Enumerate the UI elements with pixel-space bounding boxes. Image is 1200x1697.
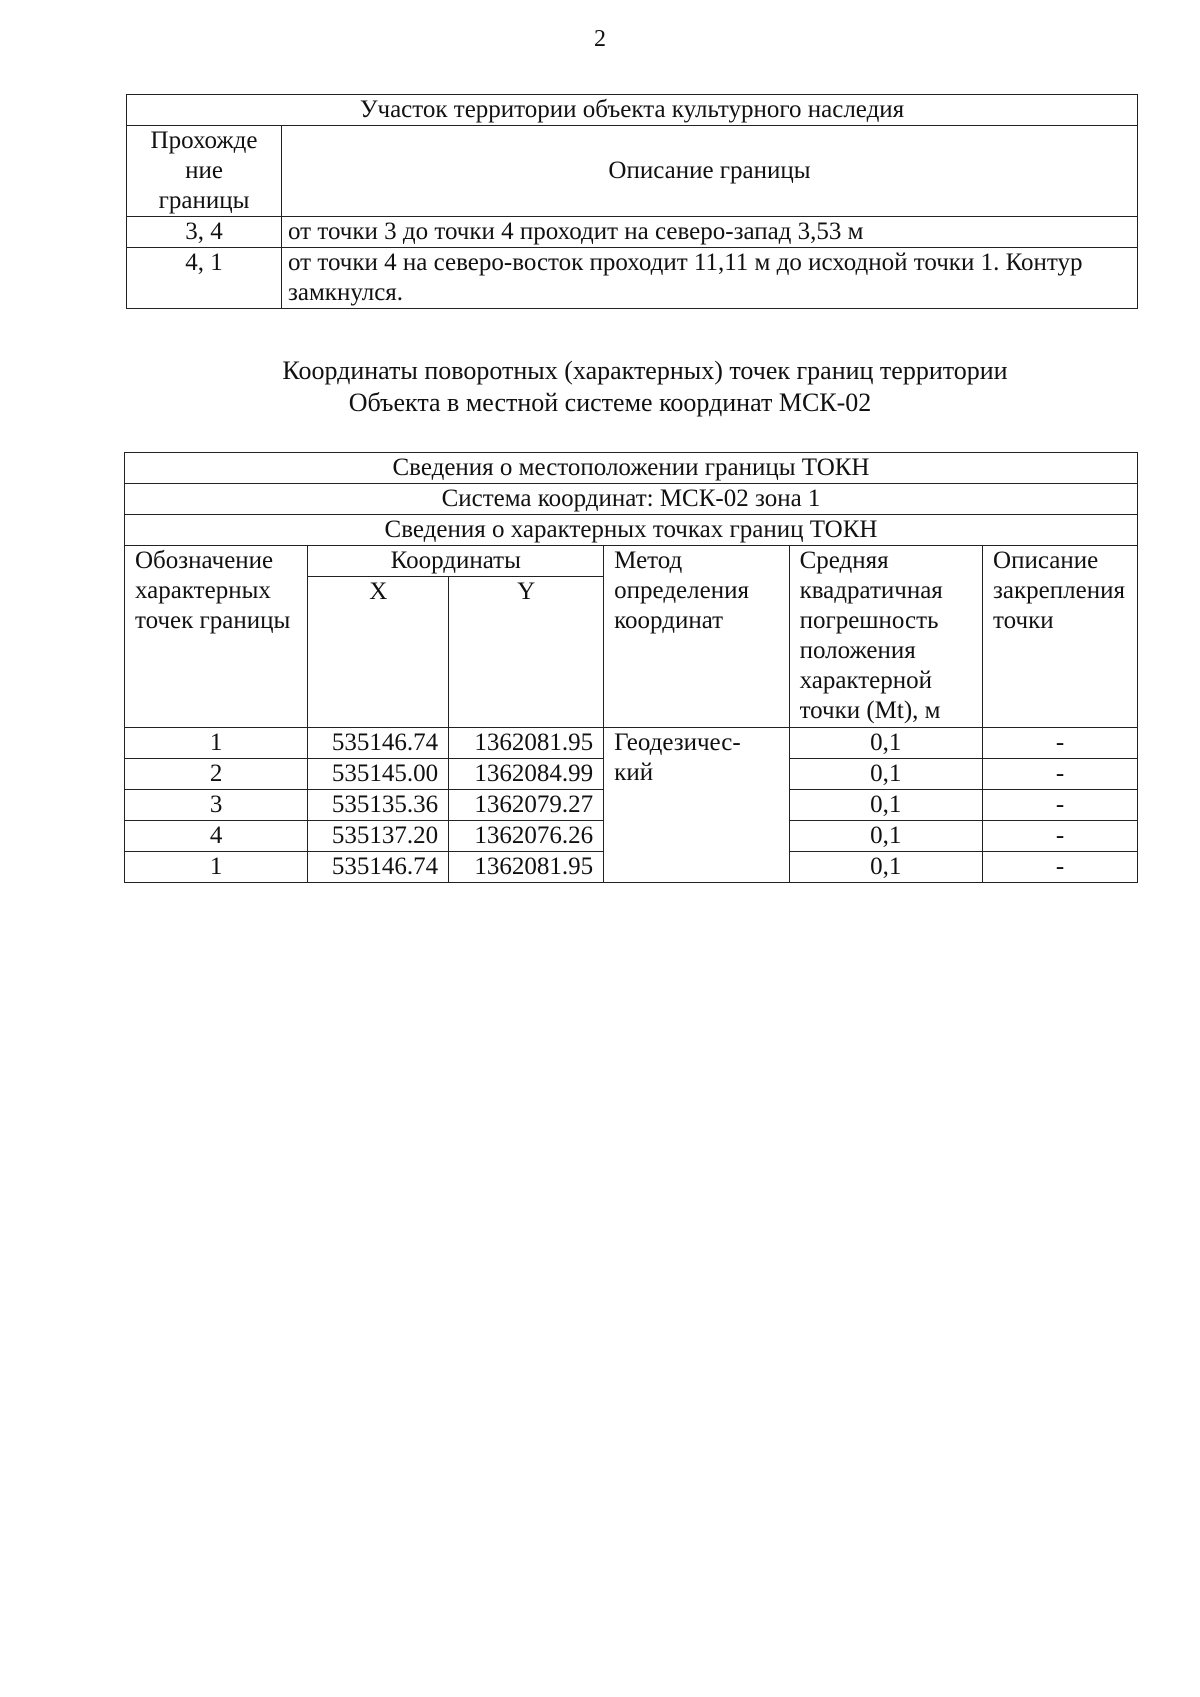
y-cell: 1362076.26 bbox=[449, 821, 604, 852]
description-cell: от точки 3 до точки 4 проходит на северо-запад 3,53 м bbox=[282, 217, 1138, 248]
col-x-header: X bbox=[308, 577, 449, 728]
x-cell: 535145.00 bbox=[308, 759, 449, 790]
page-number: 2 bbox=[594, 26, 606, 52]
col-description-header: Описание границы bbox=[282, 126, 1138, 217]
col-passage-line: ние bbox=[185, 157, 223, 184]
col-passage-header bbox=[127, 126, 282, 217]
y-cell: 1362081.95 bbox=[449, 728, 604, 759]
fixing-cell: - bbox=[983, 790, 1138, 821]
section-heading bbox=[0, 355, 1200, 419]
table2-title-3: Сведения о характерных точках границ ТОКН bbox=[125, 515, 1138, 546]
x-cell: 535135.36 bbox=[308, 790, 449, 821]
fixing-cell: - bbox=[983, 852, 1138, 883]
col-coordinates-header: Координаты bbox=[308, 546, 604, 577]
table-row bbox=[127, 217, 1138, 248]
table-row bbox=[125, 728, 1138, 759]
method-cell: Геодезичес-кий bbox=[604, 728, 789, 883]
error-cell: 0,1 bbox=[789, 759, 982, 790]
fixing-cell: - bbox=[983, 759, 1138, 790]
col-passage-line: границы bbox=[158, 187, 250, 214]
segment-cell: 4, 1 bbox=[127, 248, 282, 309]
table-row bbox=[127, 248, 1138, 309]
coordinates-table bbox=[124, 452, 1138, 883]
error-cell: 0,1 bbox=[789, 852, 982, 883]
heading-line-2: Объекта в местной системе координат МСК-02 bbox=[348, 388, 872, 417]
x-cell: 535146.74 bbox=[308, 852, 449, 883]
col-designation-header: Обозначение характерных точек границы bbox=[125, 546, 308, 728]
point-cell: 3 bbox=[125, 790, 308, 821]
col-error-header: Средняя квадратичная погрешность положения характерной точки (Mt), м bbox=[789, 546, 982, 728]
description-cell: от точки 4 на северо-восток проходит 11,11 м до исходной точки 1. Контур замкнулся. bbox=[282, 248, 1138, 309]
boundary-description-table bbox=[126, 94, 1138, 309]
col-passage-line: Прохожде bbox=[150, 127, 258, 154]
y-cell: 1362079.27 bbox=[449, 790, 604, 821]
x-cell: 535137.20 bbox=[308, 821, 449, 852]
x-cell: 535146.74 bbox=[308, 728, 449, 759]
heading-line-1: Координаты поворотных (характерных) точек границ территории bbox=[282, 356, 1008, 385]
fixing-cell: - bbox=[983, 728, 1138, 759]
point-cell: 2 bbox=[125, 759, 308, 790]
col-method-header: Метод определения координат bbox=[604, 546, 789, 728]
col-y-header: Y bbox=[449, 577, 604, 728]
point-cell: 1 bbox=[125, 852, 308, 883]
table2-title-2: Система координат: МСК-02 зона 1 bbox=[125, 484, 1138, 515]
error-cell: 0,1 bbox=[789, 790, 982, 821]
point-cell: 4 bbox=[125, 821, 308, 852]
point-cell: 1 bbox=[125, 728, 308, 759]
col-fixing-header: Описание закрепления точки bbox=[983, 546, 1138, 728]
table2-title-1: Сведения о местоположении границы ТОКН bbox=[125, 453, 1138, 484]
table1-title: Участок территории объекта культурного наследия bbox=[127, 95, 1138, 126]
error-cell: 0,1 bbox=[789, 821, 982, 852]
segment-cell: 3, 4 bbox=[127, 217, 282, 248]
y-cell: 1362081.95 bbox=[449, 852, 604, 883]
error-cell: 0,1 bbox=[789, 728, 982, 759]
fixing-cell: - bbox=[983, 821, 1138, 852]
y-cell: 1362084.99 bbox=[449, 759, 604, 790]
